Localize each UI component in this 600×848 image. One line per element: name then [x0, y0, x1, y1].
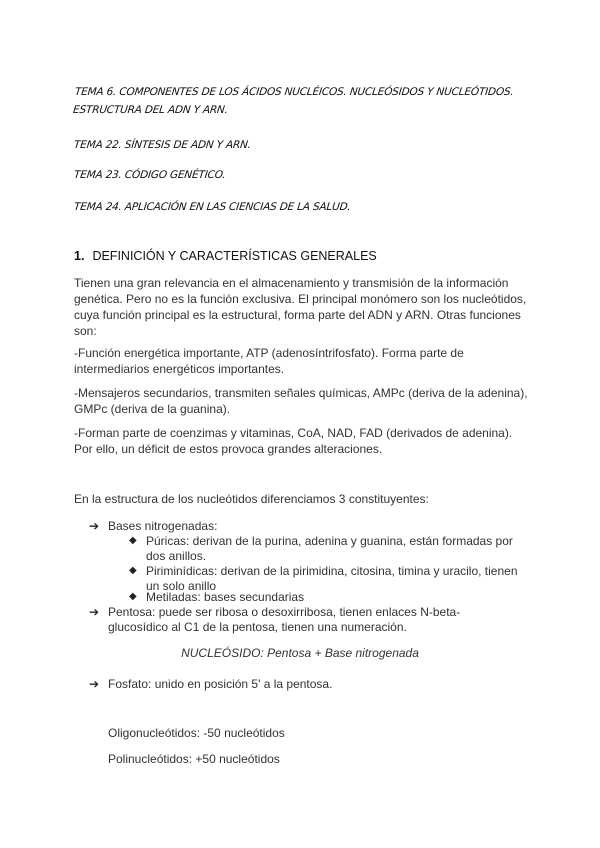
polinucleotides-definition: Polinucleótidos: +50 nucleótidos [108, 752, 280, 766]
section-heading [74, 249, 377, 263]
arrow-bullet-icon: ➔ [89, 519, 100, 533]
coenzymes-paragraph: -Forman parte de coenzimas y vitaminas, CoA, NAD, FAD (derivados de adenina). Por ello, un déficit de estos provoca grandes alteraciones. [74, 426, 513, 456]
diamond-bullet-icon: ◆ [129, 591, 137, 602]
messengers-paragraph: -Mensajeros secundarios, transmiten señales químicas, AMPc (deriva de la adenina), GMPc (deriva de la guanina). [74, 386, 528, 416]
pentosa-bullet: Pentosa: puede ser ribosa o desoxirribosa, tienen enlaces N-beta-glucosídico al C1 de la pentosa, tienen una numeración. [108, 605, 461, 634]
nucleosido-formula: NUCLEÓSIDO: Pentosa + Base nitrogenada [181, 646, 419, 660]
fosfato-bullet: Fosfato: unido en posición 5' a la pentosa. [108, 677, 333, 691]
pirimidinicas-bullet: Piriminídicas: derivan de la pirimidina, citosina, timina y uracilo, tienen un solo anillo [146, 564, 518, 593]
arrow-bullet-icon: ➔ [89, 605, 100, 619]
tema-22-heading: TEMA 22. SÍNTESIS DE ADN Y ARN. [73, 139, 252, 151]
section-number: 1. [74, 249, 85, 263]
oligonucleotides-definition: Oligonucleótidos: -50 nucleótidos [108, 726, 285, 740]
arrow-bullet-icon: ➔ [89, 677, 100, 691]
puricas-bullet: Púricas: derivan de la purina, adenina y guanina, están formadas por dos anillos. [146, 534, 513, 563]
section-title: DEFINICIÓN Y CARACTERÍSTICAS GENERALES [92, 249, 377, 263]
tema-24-heading: TEMA 24. APLICACIÓN EN LAS CIENCIAS DE LA SALUD. [73, 201, 352, 213]
metiladas-bullet: Metiladas: bases secundarias [146, 590, 305, 604]
diamond-bullet-icon: ◆ [129, 535, 137, 546]
intro-paragraph: Tienen una gran relevancia en el almacenamiento y transmisión de la información genética. Pero no es la función exclusiva. El principal monómero son los nucleótidos, cuya función principal es la estructural, forma parte del ADN y ARN. Otras funciones son: [74, 276, 527, 338]
bases-bullet: Bases nitrogenadas: [108, 519, 218, 533]
structure-paragraph: En la estructura de los nucleótidos diferenciamos 3 constituyentes: [74, 492, 429, 506]
energetic-function-paragraph: -Función energética importante, ATP (adenosíntrifosfato). Forma parte de intermediarios energéticos importantes. [74, 346, 464, 376]
tema-6-heading: TEMA 6. COMPONENTES DE LOS ÁCIDOS NUCLÉICOS. NUCLEÓSIDOS Y NUCLEÓTIDOS. ESTRUCTURA DEL ADN Y ARN. [72, 86, 515, 116]
tema-23-heading: TEMA 23. CÓDIGO GENÉTICO. [73, 169, 227, 181]
diamond-bullet-icon: ◆ [129, 565, 137, 576]
